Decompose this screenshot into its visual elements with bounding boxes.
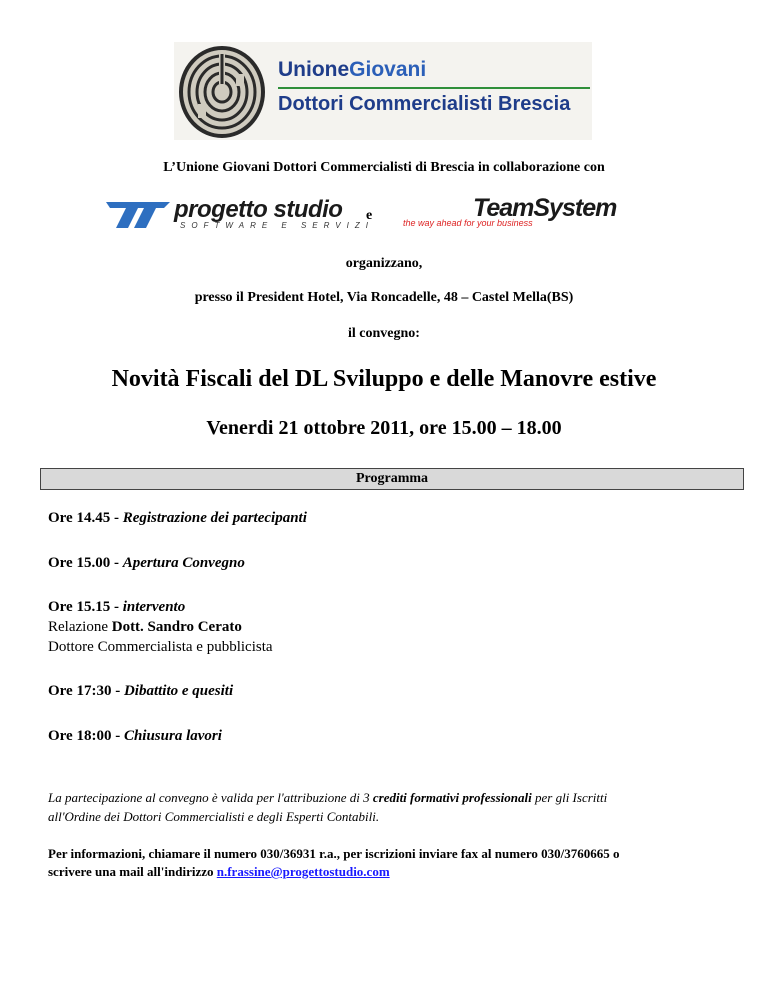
labyrinth-seal-icon	[178, 44, 266, 138]
teamsystem-tagline: the way ahead for your business	[403, 218, 533, 228]
program-item-3-relazione: Relazione Dott. Sandro Cerato	[48, 619, 242, 635]
teamsystem-logo	[403, 194, 679, 232]
info-line2: scrivere una mail all'indirizzo n.frassine@progettostudio.com	[48, 864, 390, 879]
event-date: Venerdi 21 ottobre 2011, ore 15.00 – 18.00	[206, 417, 562, 439]
sponsor-conjunction: e	[366, 208, 373, 223]
convegno-label: il convegno:	[348, 326, 420, 341]
header-logo	[174, 42, 592, 140]
credits-note-line2: all'Ordine dei Dottori Commercialisti e degli Esperti Contabili.	[48, 809, 380, 824]
teamsystem-name: TeamSystem	[473, 194, 617, 222]
info-line1: Per informazioni, chiamare il numero 030/36931 r.a., per iscrizioni inviare fax al numero 030/3760665 o	[48, 846, 620, 861]
credits-note-line1: La partecipazione al convegno è valida per l'attribuzione di 3 crediti formativi professionali per gli Iscritti	[48, 790, 608, 805]
program-item-4: Ore 17:30 - Dibattito e quesiti	[48, 683, 234, 699]
logo-title-line2: Dottori Commercialisti Brescia	[278, 93, 571, 115]
event-title: Novità Fiscali del DL Sviluppo e delle Manovre estive	[111, 366, 657, 392]
programma-header: Programma	[40, 468, 744, 490]
program-item-2: Ore 15.00 - Apertura Convegno	[48, 555, 245, 571]
logo-title-line1: UnioneGiovani	[278, 58, 427, 81]
organizzano-text: organizzano,	[345, 256, 423, 271]
intro-text: L’Unione Giovani Dottori Commercialisti di Brescia in collaborazione con	[163, 160, 605, 175]
program-item-3-role: Dottore Commercialista e pubblicista	[48, 639, 273, 655]
progetto-studio-name: progetto studio	[174, 196, 343, 223]
logo-divider	[278, 87, 590, 89]
program-item-3: Ore 15.15 - intervento	[48, 599, 186, 615]
venue-text: presso il President Hotel, Via Roncadelle, 48 – Castel Mella(BS)	[194, 290, 574, 305]
progetto-studio-logo	[106, 196, 374, 232]
program-item-1: Ore 14.45 - Registrazione dei partecipanti	[48, 510, 307, 526]
program-item-5: Ore 18:00 - Chiusura lavori	[48, 728, 222, 744]
progetto-studio-subtitle: SOFTWARE E SERVIZI	[180, 221, 374, 230]
email-link[interactable]: n.frassine@progettostudio.com	[216, 864, 390, 879]
progetto-studio-mark-icon	[106, 198, 172, 228]
